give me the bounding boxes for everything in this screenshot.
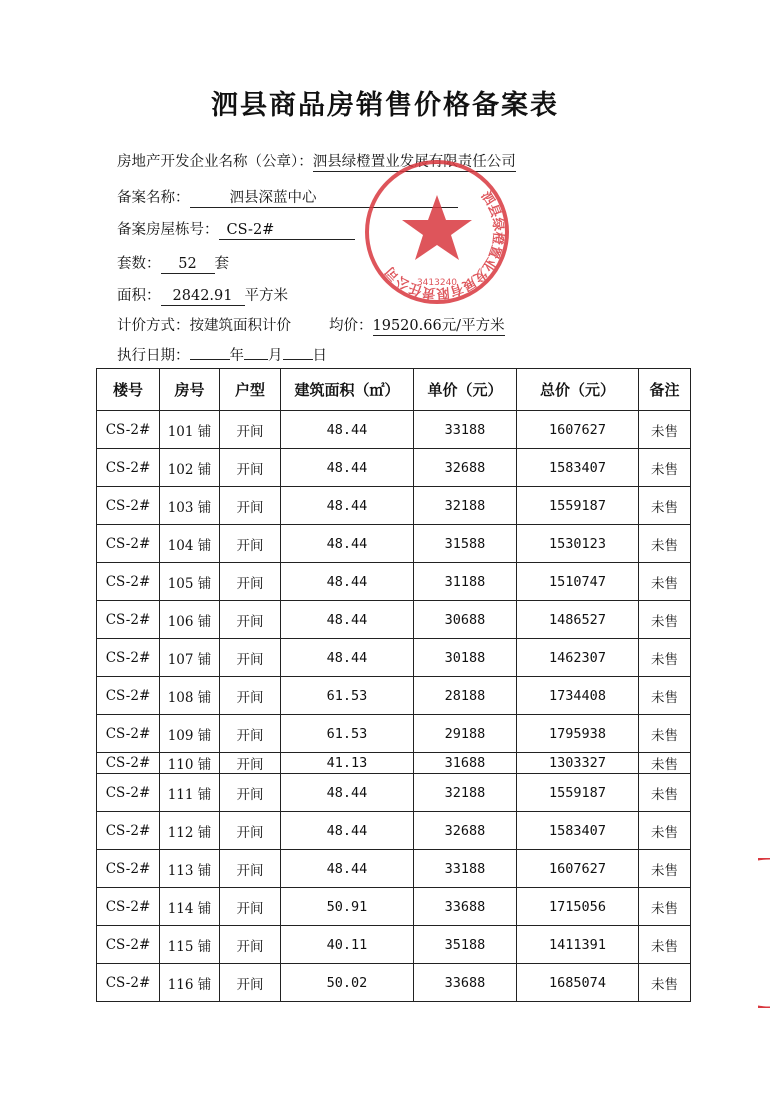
cell-room: 107 铺 (160, 639, 220, 677)
cell-area: 48.44 (281, 774, 414, 812)
units-line (117, 254, 229, 274)
cell-area: 48.44 (281, 850, 414, 888)
cell-layout: 开间 (220, 774, 281, 812)
cell-room: 105 铺 (160, 563, 220, 601)
cell-room: 113 铺 (160, 850, 220, 888)
cell-total-price: 1607627 (517, 850, 639, 888)
cell-total-price: 1462307 (517, 639, 639, 677)
developer-label: 房地产开发企业名称（公章）： (117, 154, 313, 170)
cell-total-price: 1559187 (517, 487, 639, 525)
cell-building: CS-2# (97, 753, 160, 774)
cell-area: 40.11 (281, 926, 414, 964)
table-row (97, 753, 691, 774)
cell-room: 110 铺 (160, 753, 220, 774)
month-blank (244, 359, 268, 360)
table-row (97, 926, 691, 964)
cell-unit-price: 33188 (414, 850, 517, 888)
company-seal (362, 157, 512, 307)
table-row (97, 850, 691, 888)
cell-building: CS-2# (97, 601, 160, 639)
cell-layout: 开间 (220, 753, 281, 774)
cell-building: CS-2# (97, 563, 160, 601)
table-row (97, 715, 691, 753)
cell-area: 48.44 (281, 812, 414, 850)
cell-building: CS-2# (97, 812, 160, 850)
cell-unit-price: 31688 (414, 753, 517, 774)
cell-layout: 开间 (220, 601, 281, 639)
cell-total-price: 1795938 (517, 715, 639, 753)
execution-date-line (117, 346, 327, 366)
month-label: 月 (268, 348, 283, 364)
cell-unit-price: 28188 (414, 677, 517, 715)
cell-layout: 开间 (220, 850, 281, 888)
cell-area: 48.44 (281, 525, 414, 563)
cell-room: 111 铺 (160, 774, 220, 812)
cell-remark: 未售 (639, 850, 691, 888)
header-room: 房号 (160, 369, 220, 411)
cell-total-price: 1734408 (517, 677, 639, 715)
header-unit-price: 单价（元） (414, 369, 517, 411)
cell-unit-price: 30188 (414, 639, 517, 677)
area-value: 2842.91 (161, 287, 245, 306)
avg-price-suffix: 元/平方米 (441, 318, 505, 334)
cell-total-price: 1685074 (517, 964, 639, 1002)
cell-layout: 开间 (220, 964, 281, 1002)
cell-unit-price: 30688 (414, 601, 517, 639)
cell-area: 50.91 (281, 888, 414, 926)
cell-room: 112 铺 (160, 812, 220, 850)
cell-building: CS-2# (97, 639, 160, 677)
table-row (97, 525, 691, 563)
cell-remark: 未售 (639, 888, 691, 926)
cell-building: CS-2# (97, 449, 160, 487)
cell-remark: 未售 (639, 639, 691, 677)
cell-total-price: 1715056 (517, 888, 639, 926)
seal-text: 泗县绿橙置业发展有限责任公司 (382, 189, 506, 301)
cell-unit-price: 32188 (414, 487, 517, 525)
cell-building: CS-2# (97, 715, 160, 753)
cell-building: CS-2# (97, 525, 160, 563)
cell-building: CS-2# (97, 964, 160, 1002)
cell-layout: 开间 (220, 525, 281, 563)
cell-area: 48.44 (281, 487, 414, 525)
cell-area: 61.53 (281, 677, 414, 715)
project-label: 备案名称： (117, 190, 190, 206)
developer-value: 泗县绿橙置业发展有限责任公司 (312, 154, 516, 170)
cell-remark: 未售 (639, 964, 691, 1002)
header-remark: 备注 (639, 369, 691, 411)
execution-date-label: 执行日期： (117, 348, 190, 364)
cell-area: 50.02 (281, 964, 414, 1002)
cell-building: CS-2# (97, 411, 160, 449)
cell-layout: 开间 (220, 487, 281, 525)
header-area: 建筑面积（㎡） (281, 369, 414, 411)
cell-area: 48.44 (281, 601, 414, 639)
cell-remark: 未售 (639, 563, 691, 601)
cell-area: 48.44 (281, 563, 414, 601)
day-blank (283, 359, 313, 360)
building-value: CS-2# (219, 221, 355, 240)
cell-building: CS-2# (97, 850, 160, 888)
cell-area: 41.13 (281, 753, 414, 774)
cell-unit-price: 29188 (414, 715, 517, 753)
table-row (97, 449, 691, 487)
cell-remark: 未售 (639, 601, 691, 639)
cell-unit-price: 32688 (414, 812, 517, 850)
cell-layout: 开间 (220, 677, 281, 715)
cell-total-price: 1559187 (517, 774, 639, 812)
cell-area: 48.44 (281, 411, 414, 449)
units-label: 套数： (117, 256, 161, 272)
cell-room: 108 铺 (160, 677, 220, 715)
seal-edge-fragment (758, 858, 770, 1008)
table-row (97, 774, 691, 812)
cell-room: 109 铺 (160, 715, 220, 753)
cell-remark: 未售 (639, 774, 691, 812)
cell-layout: 开间 (220, 639, 281, 677)
table-body (97, 411, 691, 1002)
cell-unit-price: 31588 (414, 525, 517, 563)
cell-room: 103 铺 (160, 487, 220, 525)
table-row (97, 601, 691, 639)
cell-unit-price: 31188 (414, 563, 517, 601)
cell-total-price: 1303327 (517, 753, 639, 774)
area-label: 面积： (117, 288, 161, 304)
cell-layout: 开间 (220, 812, 281, 850)
building-line (117, 220, 355, 240)
cell-unit-price: 35188 (414, 926, 517, 964)
header-total-price: 总价（元） (517, 369, 639, 411)
table-row (97, 487, 691, 525)
cell-remark: 未售 (639, 926, 691, 964)
cell-area: 48.44 (281, 449, 414, 487)
table-row (97, 888, 691, 926)
cell-room: 104 铺 (160, 525, 220, 563)
table-row (97, 639, 691, 677)
building-label: 备案房屋栋号： (117, 222, 219, 238)
table-row (97, 964, 691, 1002)
cell-room: 106 铺 (160, 601, 220, 639)
cell-remark: 未售 (639, 753, 691, 774)
cell-area: 48.44 (281, 639, 414, 677)
cell-building: CS-2# (97, 888, 160, 926)
table-header-row (97, 369, 691, 411)
year-label: 年 (229, 348, 244, 364)
cell-unit-price: 33188 (414, 411, 517, 449)
project-value: 泗县深蓝中心 (190, 189, 458, 208)
table-row (97, 411, 691, 449)
cell-unit-price: 32688 (414, 449, 517, 487)
cell-layout: 开间 (220, 888, 281, 926)
cell-room: 101 铺 (160, 411, 220, 449)
pricing-method: 计价方式：按建筑面积计价 (117, 318, 291, 334)
cell-room: 115 铺 (160, 926, 220, 964)
area-suffix: 平方米 (244, 288, 288, 304)
header-building: 楼号 (97, 369, 160, 411)
cell-total-price: 1530123 (517, 525, 639, 563)
cell-building: CS-2# (97, 487, 160, 525)
cell-building: CS-2# (97, 926, 160, 964)
price-table (96, 368, 691, 1002)
cell-remark: 未售 (639, 677, 691, 715)
pricing-line (117, 316, 505, 336)
units-value: 52 (161, 255, 215, 274)
cell-layout: 开间 (220, 563, 281, 601)
cell-layout: 开间 (220, 411, 281, 449)
cell-room: 114 铺 (160, 888, 220, 926)
cell-total-price: 1583407 (517, 812, 639, 850)
cell-total-price: 1607627 (517, 411, 639, 449)
table-row (97, 677, 691, 715)
year-blank (190, 359, 230, 360)
cell-layout: 开间 (220, 926, 281, 964)
cell-layout: 开间 (220, 449, 281, 487)
document-title: 泗县商品房销售价格备案表 (211, 90, 559, 121)
cell-total-price: 1411391 (517, 926, 639, 964)
cell-total-price: 1510747 (517, 563, 639, 601)
cell-unit-price: 33688 (414, 964, 517, 1002)
units-suffix: 套 (214, 256, 229, 272)
seal-code: 3413240 (416, 278, 458, 288)
cell-total-price: 1486527 (517, 601, 639, 639)
cell-remark: 未售 (639, 487, 691, 525)
area-line (117, 286, 288, 306)
cell-unit-price: 33688 (414, 888, 517, 926)
cell-area: 61.53 (281, 715, 414, 753)
cell-unit-price: 32188 (414, 774, 517, 812)
avg-price-label: 均价： (329, 318, 373, 334)
avg-price-value: 19520.66 (372, 318, 442, 334)
cell-building: CS-2# (97, 774, 160, 812)
cell-remark: 未售 (639, 449, 691, 487)
day-label: 日 (312, 348, 327, 364)
header-layout: 户型 (220, 369, 281, 411)
cell-total-price: 1583407 (517, 449, 639, 487)
cell-building: CS-2# (97, 677, 160, 715)
cell-remark: 未售 (639, 411, 691, 449)
cell-layout: 开间 (220, 715, 281, 753)
cell-room: 102 铺 (160, 449, 220, 487)
cell-remark: 未售 (639, 525, 691, 563)
table-row (97, 812, 691, 850)
cell-remark: 未售 (639, 812, 691, 850)
cell-remark: 未售 (639, 715, 691, 753)
table-row (97, 563, 691, 601)
cell-room: 116 铺 (160, 964, 220, 1002)
